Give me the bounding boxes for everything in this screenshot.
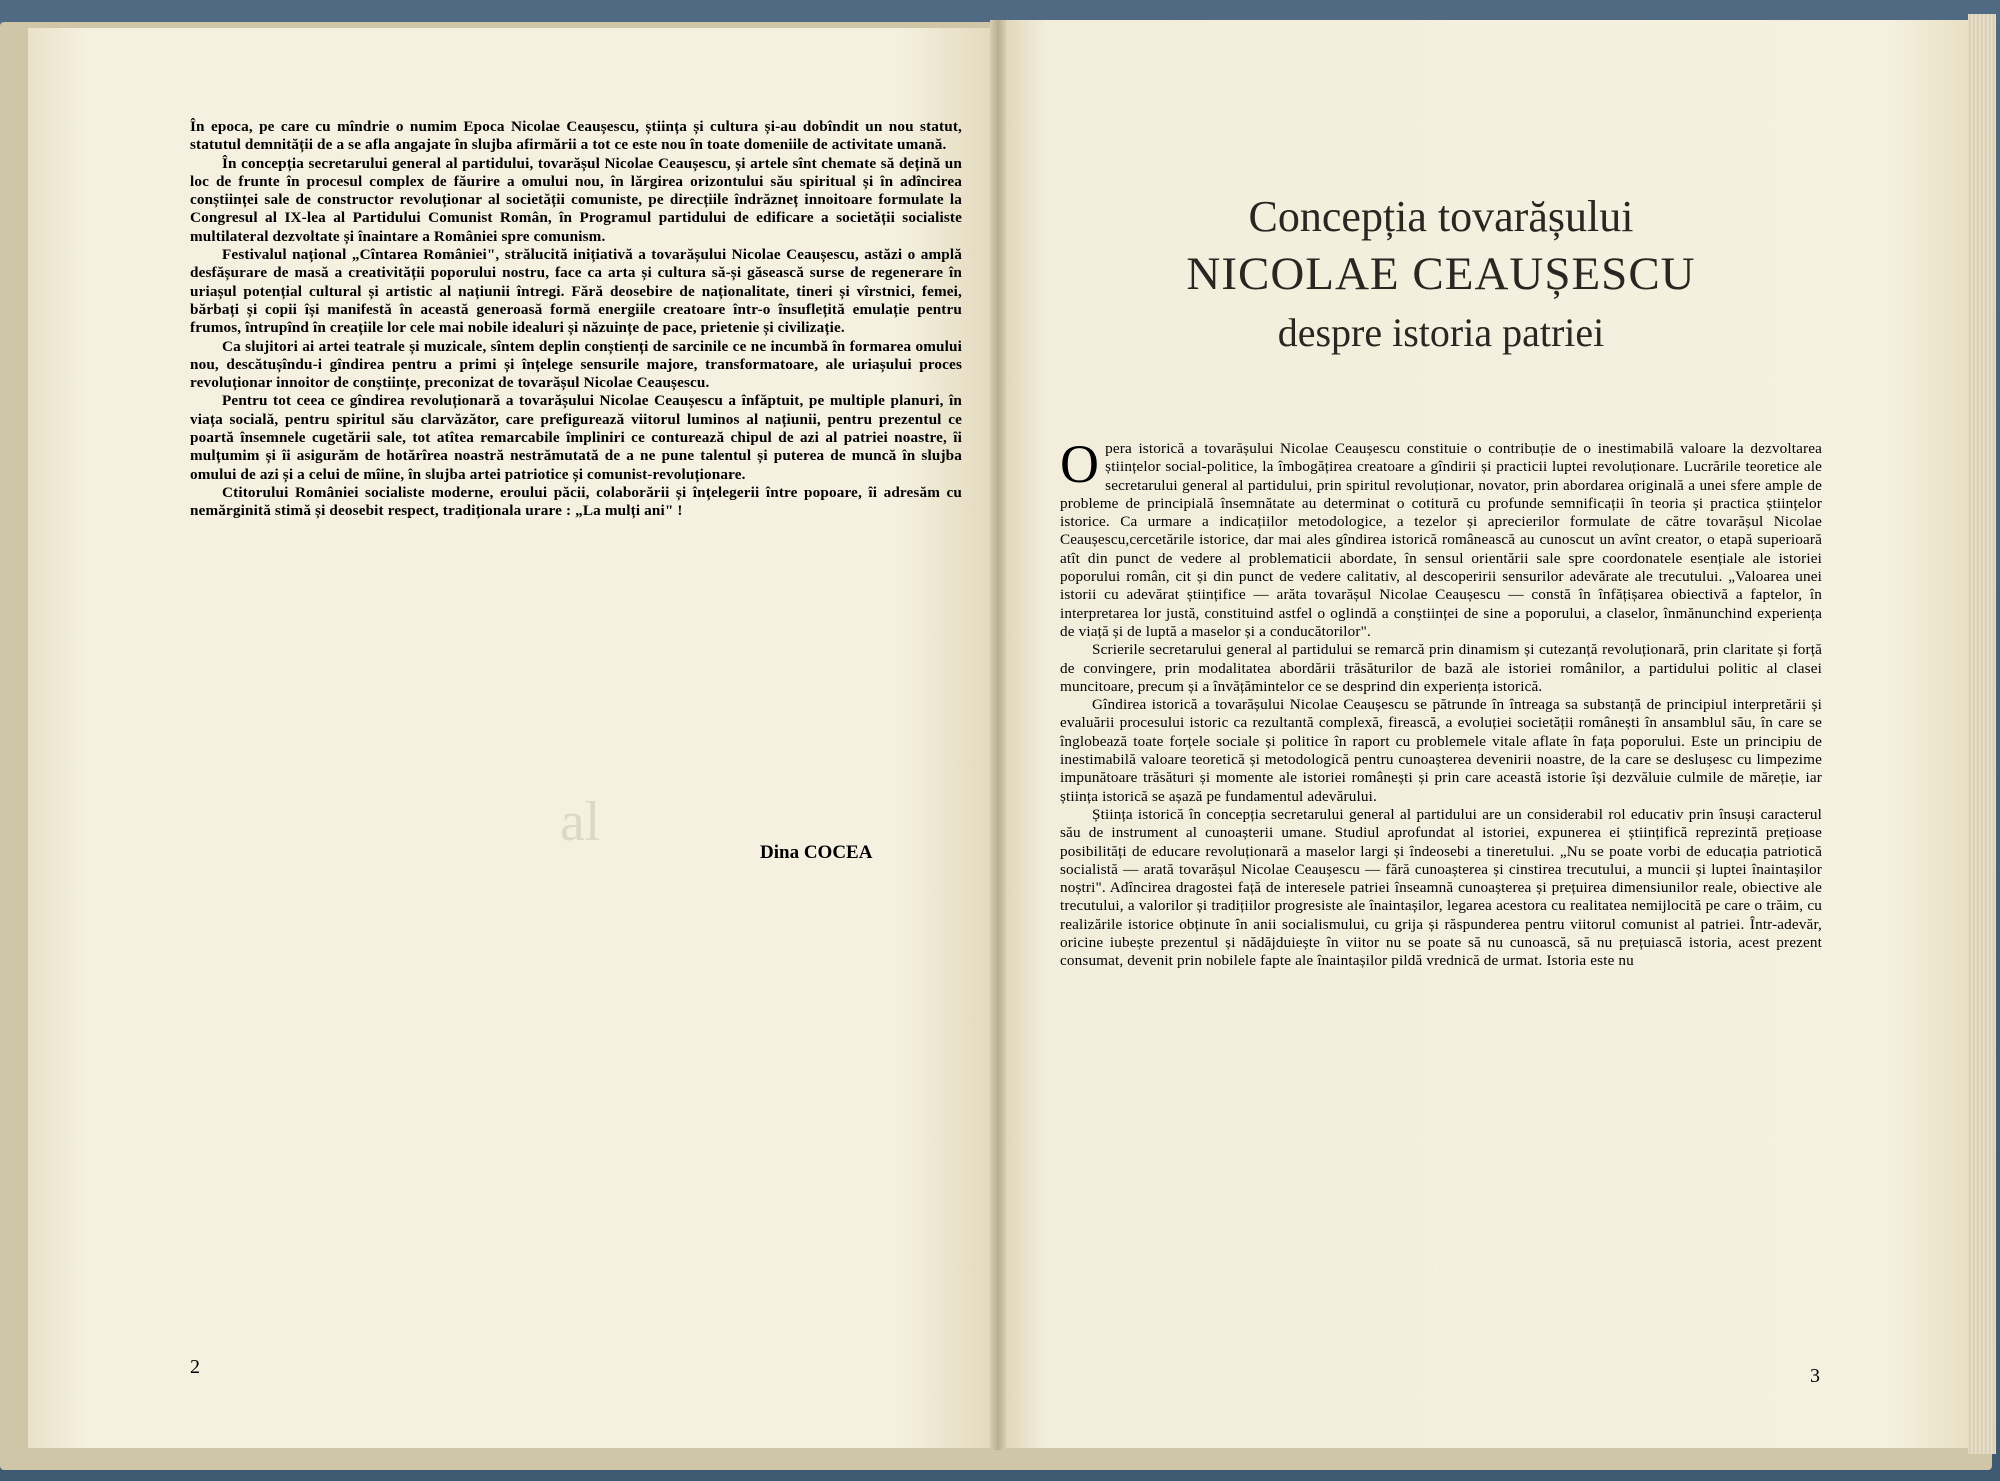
title-line-1: Concepția tovarășului xyxy=(1248,192,1634,241)
right-paragraph: Știința istorică în concepția secretarului general al partidului are un considerabil rol educativ prin însuși caracterul său de instrument al cunoașterii umane. Studiul aprofundat al istoriei, expunerea ei științifică reprezintă prețioase posibilități de educare revoluționară a maselor largi și îndeosebi a tineretului. „Nu se poate vorbi de educația patriotică socialistă — arată tovarășul Nicolae Ceaușescu — fără cunoașterea și cinstirea trecutului, a muncii și luptei înaintașilor noștri". Adîncirea dragostei față de interesele patriei înseamnă cunoașterea și prețuirea dimensiunilor reale, obiective ale trecutului, a valorilor și tradițiilor progresiste ale înaintașilor, legarea acestora cu realitatea nemijlocită pe care o trăim, cu realizările istorice obținute în anii socialismului, cu grija și răspunderea pentru viitorul comunist al patriei. Într-adevăr, oricine iubește prezentul și nădăjduiește în viitor nu se poate să nu cunoască, să nu prețuiască istoria, acest prezent consumat, devenit prin nobilele fapte ale înaintașilor pildă vrednică de urmat. Istoria este nu xyxy=(1060,805,1822,970)
right-paragraph: Scrierile secretarului general al partidului se remarcă prin dinamism și cutezanță revoluționară, prin claritate și forță de convingere, prin modalitatea abordării trăsăturilor de bază ale istoriei românilor, a partidului politic al clasei muncitoare, precum și a învățămintelor ce se desprind din experiența istorică. xyxy=(1060,641,1822,695)
left-paragraph: În epoca, pe care cu mîndrie o numim Epoca Nicolae Ceaușescu, știința și cultura și-au dobîndit un nou statut, statutul demnității de a se afla angajate în slujba afirmării a tot ce este nou în toate domeniile de activitate umană. xyxy=(190,118,962,154)
left-paragraph: În concepția secretarului general al partidului, tovarășul Nicolae Ceaușescu, și artele sînt chemate să dețină un loc de frunte în procesul complex de făurire a omului nou, în lărgirea orizontului său spiritual și în adîncirea conștiinței sale de constructor revoluționar al societății comuniste, pe direcțiile îndrăzneț innoitoare formulate la Congresul al IX-lea al Partidului Comunist Român, în Programul partidului de edificare a societății socialiste multilateral dezvoltate și înaintare a României spre comunism. xyxy=(190,154,962,245)
left-page-body xyxy=(190,118,962,521)
right-paragraph-first xyxy=(1060,434,1822,641)
left-paragraph: Pentru tot ceea ce gîndirea revoluționară a tovarășului Nicolae Ceaușescu a înfăptuit, pe multiple planuri, în viața socială, pentru spiritul său clarvăzător, care prefigurează viitorul luminos al națiunii, pentru prezentul ce poartă însemnele cugetării sale, tot atîtea remarcabile împliniri ce conturează chipul de azi al patriei noastre, îi mulțumim și îi asigurăm de hotărîrea noastră nestrămutată de a ne pune talentul și puterea de muncă în slujba omului de azi și a celui de mîine, în slujba artei patriotice și comunist-revoluționare. xyxy=(190,392,962,483)
left-paragraph: Ctitorului României socialiste moderne, eroului păcii, colaborării și înțelegerii între popoare, îi adresăm cu nemărginită stimă și deosebit respect, tradiționala urare : „La mulți ani" ! xyxy=(190,483,962,520)
page-number-left: 2 xyxy=(190,1356,200,1378)
book-gutter xyxy=(990,20,1006,1450)
article-title xyxy=(1060,190,1822,362)
title-line-3: despre istoria patriei xyxy=(1277,310,1605,355)
page-stack-edge xyxy=(1968,14,1996,1454)
drop-cap: O xyxy=(1060,434,1100,494)
page-number-right: 3 xyxy=(1810,1365,1820,1387)
author-signature: Dina COCEA xyxy=(760,842,873,863)
left-paragraph: Festivalul național „Cîntarea României", strălucită inițiativă a tovarășului Nicolae Ceaușescu, astăzi o amplă desfășurare de masă a creativității poporului nostru, face ca arta și cultura să-și găsească surse de regenerare în uriașul potențial cultural și artistic al națiunii întregi. Fără deosebire de naționalitate, tineri și vîrstnici, femei, bărbați și copii își manifestă în această generoasă formă energiile creatoare într-o însuflețită emulație pentru frumos, întrupînd în creațiile lor cele mai nobile idealuri și năzuințe de pace, prietenie și civilizație. xyxy=(190,246,962,337)
title-line-2: NICOLAE CEAUȘESCU xyxy=(1186,248,1696,300)
right-paragraph-first-text: pera istorică a tovarășului Nicolae Ceaușescu constituie o contribuție de o inestimabilă valoare la dezvoltarea științelor social-politice, la îmbogățirea creatoare a gîndirii și practicii luptei revoluționare. Lucrările teoretice ale secretarului general al partidului, prin spiritul revoluționar, novator, prin abordarea originală a unei sfere ample de probleme de principială însemnătate au determinat o cotitură cu profunde semnificații în teoria și practica științelor istorice. Ca urmare a indicațiilor metodologice, a tezelor și aprecierilor formulate de către tovarășul Nicolae Ceaușescu,cercetările istorice, dar mai ales gîndirea istorică românească au cunoscut un avînt creator, o etapă superioară atît din punct de vedere al problematicii abordate, în sensul orientării sale spre coordonatele esențiale ale istoriei poporului român, cit și din punct de vedere calitativ, al descoperirii sensurilor adevărate ale trecutului. „Valoarea unei istorii cu adevărat științifice — arăta tovarășul Nicolae Ceaușescu — constă în înfățișarea obiectivă a faptelor, în interpretarea lor justă, constituind astfel o oglindă a conștiinței de sine a poporului, a claselor, înmănunchind experiența de viață și de luptă a maselor și a conducătorilor". xyxy=(1060,440,1822,640)
right-paragraph: Gîndirea istorică a tovarășului Nicolae Ceaușescu se pătrunde în întreaga sa substanță de principiul interpretării și evaluării procesului istoric ca rezultantă complexă, firească, a evoluției societății românești în ansamblul său, în care se înglobează toate forțele sociale și politice în raport cu problemele vitale aflate în fața poporului. Este un principiu de inestimabilă valoare teoretică și metodologică pentru cunoașterea devenirii noastre, de la care se deslușesc cu limpezime impunătoare trăsături și momente ale istoriei românești și prin care această istorie își dezvăluie culmile de măreție, iar știința istorică se așază pe fundamentul adevărului. xyxy=(1060,696,1822,805)
right-page-body xyxy=(1060,434,1822,971)
left-paragraph: Ca slujitori ai artei teatrale și muzicale, sîntem deplin conștienți de sarcinile ce ne incumbă în formarea omului nou, descătușîndu-i gîndirea pentru a primi și înțelege sensurile majore, transformatoare, ale uriașului proces revoluționar innoitor de conștiințe, preconizat de tovarășul Nicolae Ceaușescu. xyxy=(190,337,962,392)
